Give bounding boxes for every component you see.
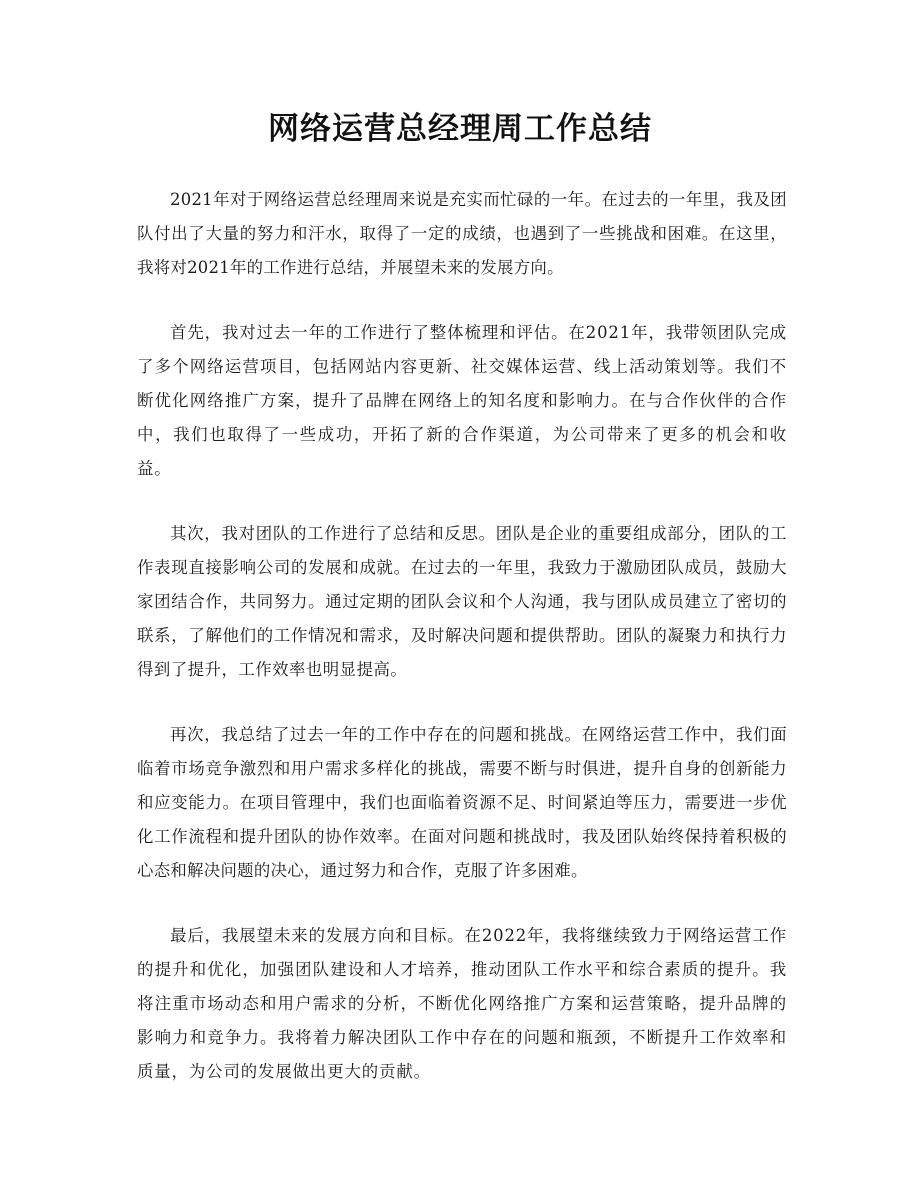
document-title: 网络运营总经理周工作总结 <box>268 111 652 147</box>
paragraph-outlook: 最后，我展望未来的发展方向和目标。在2022年，我将继续致力于网络运营工作的提升和优化，加强团队建设和人才培养，推动团队工作水平和综合素质的提升。我将注重市场动态和用户需求的分析，不断优化网络推广方案和运营策略，提升品牌的影响力和竞争力。我将着力解决团队工作中存在的问题和瓶颈，不断提升工作效率和质量，为公司的发展做出更大的贡献。 <box>137 925 787 1082</box>
paragraph-team: 其次，我对团队的工作进行了总结和反思。团队是企业的重要组成部分，团队的工作表现直接影响公司的发展和成就。在过去的一年里，我致力于激励团队成员，鼓励大家团结合作，共同努力。通过定期的团队会议和个人沟通，我与团队成员建立了密切的联系，了解他们的工作情况和需求，及时解决问题和提供帮助。团队的凝聚力和执行力得到了提升，工作效率也明显提高。 <box>137 523 787 680</box>
paragraph-review: 首先，我对过去一年的工作进行了整体梳理和评估。在2021年，我带领团队完成了多个网络运营项目，包括网站内容更新、社交媒体运营、线上活动策划等。我们不断优化网络推广方案，提升了品牌在网络上的知名度和影响力。在与合作伙伴的合作中，我们也取得了一些成功，开拓了新的合作渠道，为公司带来了更多的机会和收益。 <box>137 322 787 479</box>
document-body <box>137 183 787 1120</box>
paragraph-challenges: 再次，我总结了过去一年的工作中存在的问题和挑战。在网络运营工作中，我们面临着市场竞争激烈和用户需求多样化的挑战，需要不断与时俱进，提升自身的创新能力和应变能力。在项目管理中，我们也面临着资源不足、时间紧迫等压力，需要进一步优化工作流程和提升团队的协作效率。在面对问题和挑战时，我及团队始终保持着积极的心态和解决问题的决心，通过努力和合作，克服了许多困难。 <box>137 724 787 881</box>
paragraph-intro: 2021年对于网络运营总经理周来说是充实而忙碌的一年。在过去的一年里，我及团队付出了大量的努力和汗水，取得了一定的成绩，也遇到了一些挑战和困难。在这里，我将对2021年的工作进行总结，并展望未来的发展方向。 <box>137 190 787 278</box>
